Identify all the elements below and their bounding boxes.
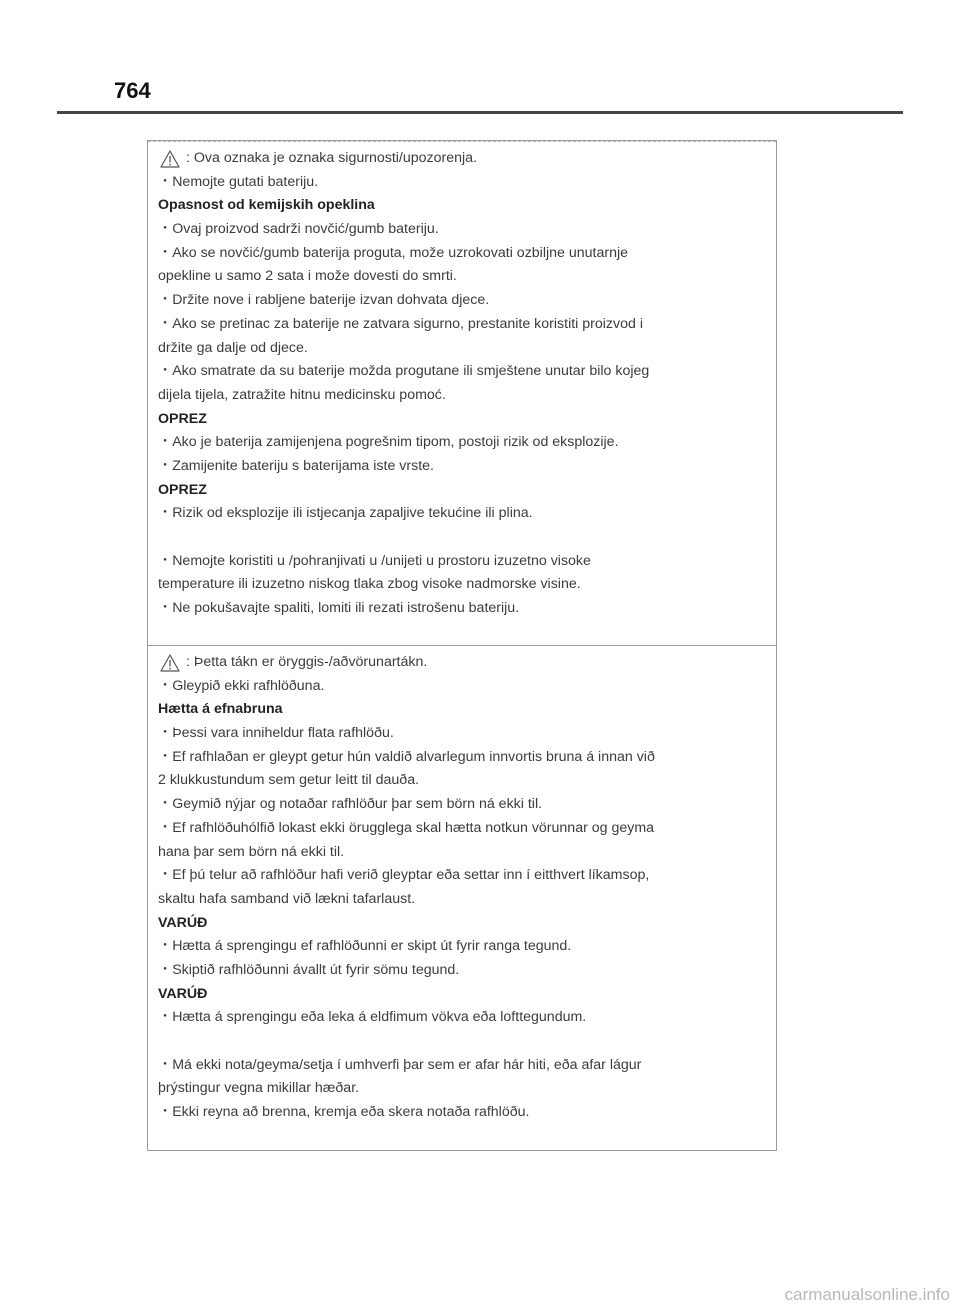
text-line: ・Ako je baterija zamijenjena pogrešnim tipom, postoji rizik od eksplozije. [158,434,619,451]
safety-warning-box [147,140,777,1151]
section-heading: OPREZ [158,410,207,427]
text-line: ・Nemojte koristiti u /pohranjivati u /unijeti u prostoru izuzetno visoke [158,552,591,569]
text-line: ・Ako se novčić/gumb baterija proguta, može uzrokovati ozbiljne unutarnje [158,244,629,261]
warning-line [158,147,766,171]
watermark: carmanualsonline.info [784,1285,950,1304]
text-line: 2 klukkustundum sem getur leitt til dauða. [158,772,420,789]
text-line: ・Ef rafhlöðuhólfið lokast ekki örugglega skal hætta notkun vörunnar og geyma [158,819,655,836]
text-line: ・Ef þú telur að rafhlöður hafi verið gleyptar eða settar inn í eitthvert líkamsop, [158,867,650,884]
page-number: 764 [114,78,151,103]
text-line: ・Geymið nýjar og notaðar rafhlöður þar sem börn ná ekki til. [158,796,543,813]
top-dashed-line [148,141,776,142]
text-line: ・Zamijenite bateriju s baterijama iste vrste. [158,457,434,474]
text-line: ・Gleypið ekki rafhlöðuna. [158,677,325,694]
text-line: dijela tijela, zatražite hitnu medicinsku pomoć. [158,386,446,403]
section-heading: Opasnost od kemijskih opeklina [158,197,375,214]
text-line: temperature ili izuzetno niskog tlaka zbog visoke nadmorske visine. [158,576,581,593]
section-divider [148,645,776,646]
text-line: ・Nemojte gutati bateriju. [158,173,319,190]
text-line: ・Rizik od eksplozije ili istjecanja zapaljive tekućine ili plina. [158,505,533,522]
text-line: ・Ako smatrate da su baterije možda progutane ili smještene unutar bilo kojeg [158,363,650,380]
text-line: ・Ako se pretinac za baterije ne zatvara sigurno, prestanite koristiti proizvod i [158,315,643,332]
blank-line [158,526,766,550]
text-line: skaltu hafa samband við lækni tafarlaust. [158,890,416,907]
warning-line [158,651,766,675]
text-line: ・Hætta á sprengingu eða leka á eldfimum vökva eða lofttegundum. [158,1009,587,1026]
text-line: ・Držite nove i rabljene baterije izvan dohvata djece. [158,292,490,309]
section-heading: OPREZ [158,481,207,498]
text-line: ・Ne pokušavajte spaliti, lomiti ili rezati istrošenu bateriju. [158,600,520,617]
text-line: ・Ef rafhlaðan er gleypt getur hún valdið alvarlegum innvortis bruna á innan við [158,748,655,765]
text-line: ・Ovaj proizvod sadrži novčić/gumb bateriju. [158,221,439,238]
text-line: opekline u samo 2 sata i može dovesti do smrti. [158,268,457,285]
text-line: ・Má ekki nota/geyma/setja í umhverfi þar sem er afar hár hiti, eða afar lágur [158,1056,642,1073]
warning-triangle-icon [160,654,180,672]
section-icelandic [158,651,766,1125]
section-heading: Hætta á efnabruna [158,701,283,718]
blank-line [158,1030,766,1054]
section-heading: VARÚÐ [158,985,208,1002]
text-line: ・Hætta á sprengingu ef rafhlöðunni er skipt út fyrir ranga tegund. [158,938,572,955]
warning-triangle-icon [160,150,180,168]
section-heading: VARÚÐ [158,914,208,931]
text-line: þrýstingur vegna mikillar hæðar. [158,1080,360,1097]
header-rule [57,111,903,114]
text-line: ・Þessi vara inniheldur flata rafhlöðu. [158,725,394,742]
warning-text: : Ova oznaka je oznaka sigurnosti/upozorenja. [186,150,478,166]
text-line: ・Ekki reyna að brenna, kremja eða skera notaða rafhlöðu. [158,1104,530,1121]
text-line: hana þar sem börn ná ekki til. [158,843,345,860]
warning-text: : Þetta tákn er öryggis-/aðvörunartákn. [186,654,428,670]
text-line: ・Skiptið rafhlöðunni ávallt út fyrir sömu tegund. [158,961,460,978]
text-line: držite ga dalje od djece. [158,339,308,356]
section-croatian [158,147,766,621]
